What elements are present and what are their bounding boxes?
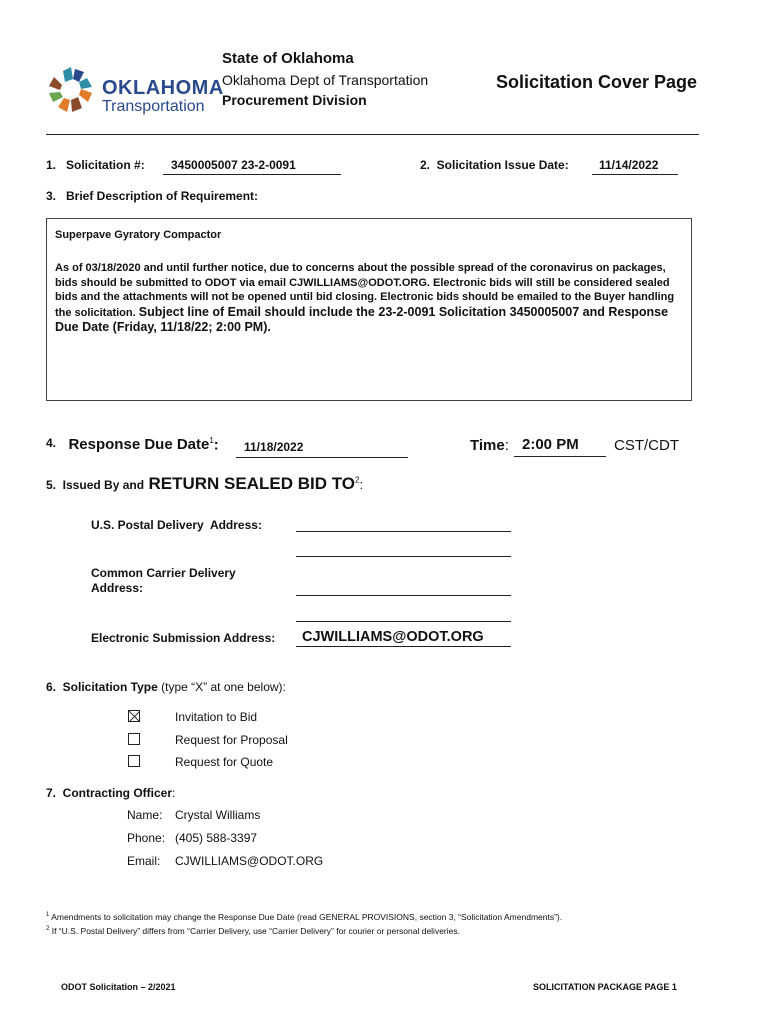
solicitation-number-label: 1. Solicitation #: — [46, 158, 145, 172]
logo-wordmark: OKLAHOMA — [102, 77, 224, 99]
department-name: Oklahoma Dept of Transportation — [222, 72, 429, 88]
request-for-quote-label: Request for Quote — [175, 755, 274, 769]
footnote-2-number: 2 — [46, 926, 50, 933]
solicitation-type-heading — [46, 680, 286, 694]
header-divider — [46, 134, 699, 135]
footnote-ref-2: 2 — [355, 475, 360, 485]
division-name: Procurement Division — [222, 92, 367, 108]
solicitation-type-label: 6. Solicitation Type — [46, 680, 158, 694]
officer-phone-label: Phone: — [127, 831, 166, 845]
solicitation-type-hint: (type “X” at one below) — [161, 680, 283, 694]
request-for-quote-checkbox[interactable] — [128, 755, 140, 767]
postal-address-line-2[interactable] — [296, 556, 511, 557]
electronic-address-field[interactable]: CJWILLIAMS@ODOT.ORG — [296, 629, 511, 647]
return-bid-colon: : — [359, 477, 364, 492]
response-due-row — [46, 436, 219, 454]
officer-name-value: Crystal Williams — [175, 808, 261, 822]
officer-email-value: CJWILLIAMS@ODOT.ORG — [175, 854, 324, 868]
request-for-proposal-checkbox[interactable] — [128, 733, 140, 745]
officer-email-label: Email: — [127, 854, 161, 868]
description-body — [55, 261, 683, 336]
time-label: Time — [470, 437, 505, 454]
star-emblem-icon — [46, 66, 96, 116]
odot-logo — [46, 66, 224, 115]
carrier-address-line-2[interactable] — [296, 621, 511, 622]
request-for-proposal-label: Request for Proposal — [175, 733, 288, 747]
time-colon: : — [504, 437, 509, 454]
solicitation-number-field[interactable]: 3450005007 23-2-0091 — [163, 158, 341, 175]
contracting-officer-label: 7. Contracting Officer — [46, 786, 173, 800]
carrier-address-line-1[interactable] — [296, 595, 511, 596]
solicitation-type-colon: : — [282, 680, 286, 694]
return-bid-heading — [46, 474, 363, 494]
response-due-label: Response Due Date — [68, 436, 210, 454]
description-title: Superpave Gyratory Compactor — [55, 229, 222, 241]
footnote-2-text: If “U.S. Postal Delivery” differs from “Carrier Delivery, use “Carrier Delivery” for courier or personal deliveries. — [51, 926, 460, 936]
footer-left: ODOT Solicitation – 2/2021 — [61, 982, 176, 992]
footnote-ref-1: 1 — [209, 436, 214, 445]
footnote-2 — [46, 926, 460, 936]
time-row — [470, 437, 509, 455]
response-due-number: 4. — [46, 436, 57, 451]
timezone-label: CST/CDT — [614, 437, 679, 454]
time-field[interactable]: 2:00 PM — [514, 436, 606, 457]
invitation-to-bid-label: Invitation to Bid — [175, 710, 258, 724]
response-due-colon: : — [213, 436, 219, 454]
issue-date-label: 2. Solicitation Issue Date: — [420, 158, 569, 172]
description-label: 3. Brief Description of Requirement: — [46, 189, 259, 203]
description-notice: As of 03/18/2020 and until further notice, due to concerns about the possible spread of the coronavirus on packages, bids should be submitted to ODOT via email CJWILLIAMS@ODOT.ORG. Electronic bids will still be considered sealed bids and the attachments will not be opened until bid closing. Electronic bids should be emailed to the Buyer handling the solicitation. — [55, 262, 675, 319]
footnote-1-number: 1 — [46, 912, 50, 919]
officer-name-label: Name: — [127, 808, 163, 822]
return-sealed-bid-label: RETURN SEALED BID TO — [148, 474, 356, 493]
officer-phone-value: (405) 588-3397 — [175, 831, 258, 845]
carrier-address-label: Common Carrier Delivery Address: — [91, 566, 236, 595]
postal-address-line-1[interactable] — [296, 531, 511, 532]
electronic-address-label: Electronic Submission Address: — [91, 631, 276, 645]
description-box[interactable] — [46, 218, 692, 401]
contracting-officer-heading — [46, 786, 175, 800]
invitation-to-bid-checkbox[interactable] — [128, 710, 140, 722]
state-name: State of Oklahoma — [222, 50, 354, 67]
page-title: Solicitation Cover Page — [496, 72, 698, 92]
description-email-subject: Subject line of Email should include the 23-2-0091 Solicitation 3450005007 and Response Due Date (Friday, 11/18/22; 2:00 PM). — [55, 304, 669, 334]
footnote-1 — [46, 912, 562, 922]
footer-right: SOLICITATION PACKAGE PAGE 1 — [533, 982, 677, 992]
response-due-field[interactable]: 11/18/2022 — [236, 440, 408, 458]
issue-date-field[interactable]: 11/14/2022 — [592, 158, 678, 175]
logo-subtitle: Transportation — [102, 98, 205, 115]
contracting-officer-colon: : — [172, 786, 176, 800]
issued-by-label: 5. Issued By and — [46, 478, 145, 492]
postal-address-label: U.S. Postal Delivery Address: — [91, 518, 262, 532]
footnote-1-text: Amendments to solicitation may change the Response Due Date (read GENERAL PROVISIONS, section 3, “Solicitation Amendments”). — [51, 912, 563, 922]
